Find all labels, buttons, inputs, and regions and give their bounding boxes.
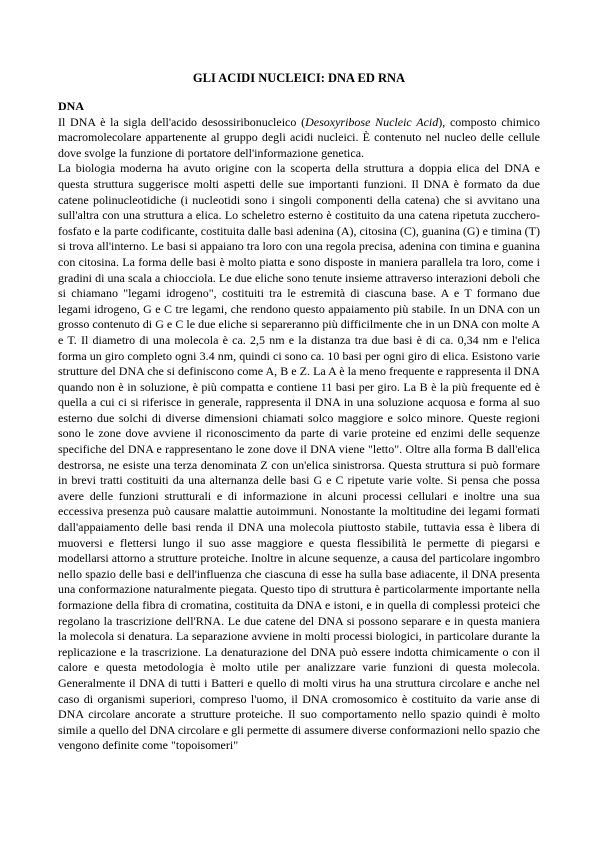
document-page <box>58 70 540 754</box>
document-title: GLI ACIDI NUCLEICI: DNA ED RNA <box>192 71 406 85</box>
section-heading-dna: DNA <box>58 99 84 113</box>
intro-text-start: Il DNA è la sigla dell'acido desossiribonucleico ( <box>58 114 306 129</box>
intro-paragraph <box>58 115 540 162</box>
body-paragraph: La biologia moderna ha avuto origine con la scoperta della struttura a doppia elica del DNA e questa struttura suggerisce molti aspetti delle sue importanti funzioni. Il DNA è formato da due catene polinucleotidiche (i nucleotidi sono i singoli componenti della catena) che si avvitano una sull'altra con una struttura a elica. Lo scheletro esterno è costituito da una catena ripetuta zucchero-fosfato e la parte codificante, costituita dalle basi adenina (A), citosina (C), guanina (G) e timina (T) si trova all'interno. Le basi si appaiano tra loro con una regola precisa, adenina con timina e guanina con citosina. La forma delle basi è molto piatta e sono disposte in maniera parallela tra loro, come i gradini di una scala a chiocciola. Le due eliche sono tenute insieme attraverso interazioni deboli che si chiamano "legami idrogeno", costituiti tra le estremità di ciascuna base. A e T formano due legami idrogeno, G e C tre legami, che rendono questo appaiamento più stabile. In un DNA con un grosso contenuto di G e C le due eliche si separeranno più difficilmente che in un DNA con molte A e T. Il diametro di una molecola è ca. 2,5 nm e la distanza tra due basi è di ca. 0,34 nm e l'elica forma un giro completo ogni 3.4 nm, quindi ci sono ca. 10 basi per ogni giro di elica. Esistono varie strutture del DNA che si definiscono come A, B e Z. La A è la meno frequente e rappresenta il DNA quando non è in soluzione, è più compatta e contiene 11 basi per giro. La B è la più frequente ed è quella a cui ci si riferisce in generale, rappresenta il DNA in una soluzione acquosa e forma al suo esterno due solchi di diverse dimensioni chiamati solco maggiore e solco minore. Queste regioni sono le zone dove avviene il riconoscimento da parte di varie proteine ed enzimi delle sequenze specifiche del DNA e rappresentano le zone dove il DNA viene "letto". Oltre alla forma B dall'elica destrorsa, ne esiste una terza denominata Z con un'elica sinistrorsa. Questa struttura si può formare in brevi tratti costituiti da una alternanza delle basi G e C ripetute varie volte. Si pensa che possa avere delle funzioni strutturali e di informazione in alcuni processi cellulari e inoltre una sua eccessiva presenza può causare malattie autoimmuni. Nonostante la moltitudine dei legami formati dall'appaiamento delle basi renda il DNA una molecola piuttosto stabile, tuttavia essa è libera di muoversi e flettersi lungo il suo asse maggiore e questa flessibilità le permette di piegarsi e modellarsi attorno a strutture proteiche. Inoltre in alcune sequenze, a causa del particolare ingombro nello spazio delle basi e dell'influenza che ciascuna di esse ha sulla base adiacente, il DNA presenta una conformazione naturalmente piegata. Questo tipo di struttura è particolarmente importante nella formazione della fibra di cromatina, costituita da DNA e istoni, e in quella di complessi proteici che regolano la trascrizione dell'RNA. Le due catene del DNA si possono separare e in questa maniera la molecola si denatura. La separazione avviene in molti processi biologici, in particolare durante la replicazione e la trascrizione. La denaturazione del DNA può essere indotta chimicamente o con il calore e questa metodologia è molto utile per analizzare varie funzioni di questa molecola. Generalmente il DNA di tutti i Batteri e quello di molti virus ha una struttura circolare e anche nel caso di organismi superiori, compreso l'uomo, il DNA cromosomico è costituito da varie anse di DNA circolare ancorate a strutture proteiche. Il suo comportamento nello spazio quindi è molto simile a quello del DNA circolare e gli permette di assumere diverse conformazioni nello spazio che vengono definite come "topoisomeri" <box>58 161 540 753</box>
intro-text-end: ), composto chimico macromolecolare appartenente al gruppo degli acidi nucleici. È contenuto nel nucleo delle cellule dove svolge la funzione di portatore dell'informazione genetica. <box>58 114 540 160</box>
intro-italic-term: Desoxyribose Nucleic Acid <box>305 114 439 129</box>
